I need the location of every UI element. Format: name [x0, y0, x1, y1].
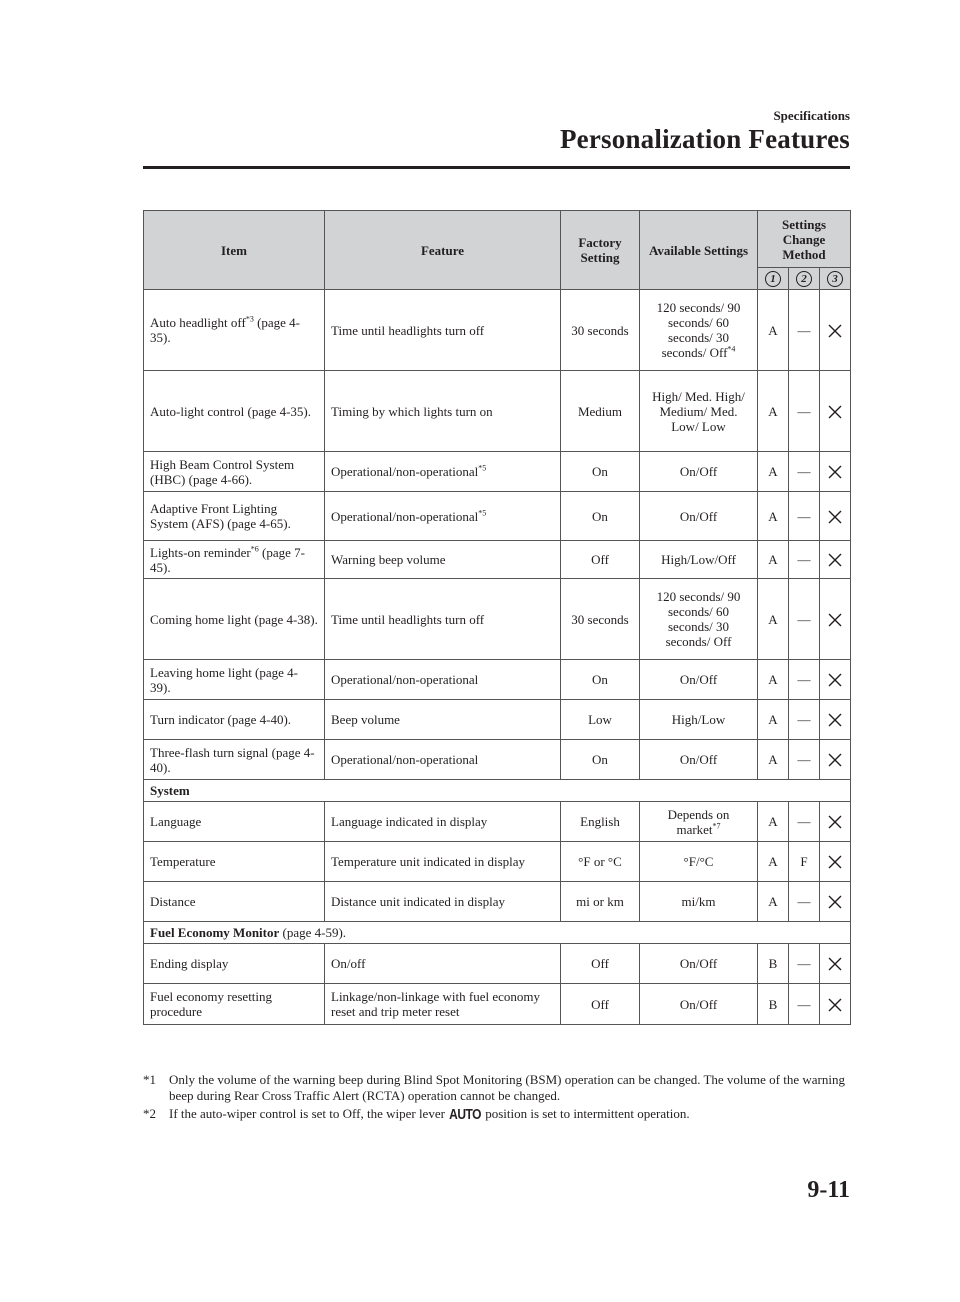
footnote-2-text-after: position is set to intermittent operation.	[481, 1106, 690, 1121]
fuel-economy-section-row: Fuel Economy Monitor (page 4-59).	[144, 922, 851, 944]
table-row	[144, 740, 851, 780]
method-3-value	[820, 579, 851, 660]
table-row	[144, 660, 851, 700]
footnote-2-number: *2	[143, 1106, 156, 1121]
item-cell: Leaving home light (page 4-39).	[144, 660, 325, 700]
page-title: Personalization Features	[559, 124, 850, 154]
feature-cell: Distance unit indicated in display	[325, 882, 561, 922]
x-mark-icon	[827, 853, 843, 868]
item-cell: Three-flash turn signal (page 4-40).	[144, 740, 325, 780]
method-2-value: —	[789, 541, 820, 579]
x-mark-icon	[827, 711, 843, 726]
feature-cell: Beep volume	[325, 700, 561, 740]
available-settings-cell: On/Off	[640, 740, 758, 780]
method-3-value	[820, 944, 851, 984]
method-2-value: —	[789, 290, 820, 371]
factory-setting-cell: On	[561, 660, 640, 700]
method-1-value: A	[758, 371, 789, 452]
method-3-header: 3	[820, 268, 851, 290]
method-1-value: A	[758, 700, 789, 740]
method-1-header: 1	[758, 268, 789, 290]
feature-cell: Timing by which lights turn on	[325, 371, 561, 452]
method-1-value: B	[758, 944, 789, 984]
method-1-value: A	[758, 290, 789, 371]
feature-cell: Operational/non-operational	[325, 740, 561, 780]
auto-position-icon: AUTO	[449, 1105, 481, 1123]
method-1-value: A	[758, 541, 789, 579]
method-1-value: A	[758, 740, 789, 780]
item-cell: Language	[144, 802, 325, 842]
feature-cell: Time until headlights turn off	[325, 290, 561, 371]
table-row	[144, 984, 851, 1025]
factory-setting-cell: 30 seconds	[561, 290, 640, 371]
available-settings-cell: Depends on market$^{*7}$	[640, 802, 758, 842]
x-mark-icon	[827, 463, 843, 478]
factory-setting-cell: 30 seconds	[561, 579, 640, 660]
method-3-value	[820, 802, 851, 842]
method-3-value	[820, 371, 851, 452]
factory-setting-cell: °F or °C	[561, 842, 640, 882]
method-3-value	[820, 740, 851, 780]
available-settings-cell: On/Off	[640, 660, 758, 700]
item-cell: Temperature	[144, 842, 325, 882]
method-1-value: B	[758, 984, 789, 1025]
x-mark-icon	[827, 893, 843, 908]
x-mark-icon	[827, 610, 843, 625]
factory-setting-cell: Medium	[561, 371, 640, 452]
method-3-value	[820, 290, 851, 371]
method-2-value: —	[789, 660, 820, 700]
method-1-value: A	[758, 802, 789, 842]
method-1-value: A	[758, 452, 789, 492]
table-row	[144, 579, 851, 660]
method-2-value: —	[789, 492, 820, 541]
col-item-header: Item	[144, 211, 325, 290]
table-row	[144, 290, 851, 371]
method-2-value: —	[789, 371, 820, 452]
x-mark-icon	[827, 751, 843, 766]
feature-cell: Warning beep volume	[325, 541, 561, 579]
item-cell: Fuel economy resetting procedure	[144, 984, 325, 1025]
available-settings-cell: 120 seconds/ 90 seconds/ 60 seconds/ 30 seconds/ Off	[640, 579, 758, 660]
method-1-value: A	[758, 660, 789, 700]
item-cell: High Beam Control System (HBC) (page 4-66).	[144, 452, 325, 492]
item-cell: Lights-on reminder$^{*6}$ (page 7-45).	[144, 541, 325, 579]
footnote-1	[143, 1072, 853, 1104]
x-mark-icon	[827, 813, 843, 828]
feature-cell: Language indicated in display	[325, 802, 561, 842]
method-1-value: A	[758, 579, 789, 660]
personalization-table	[143, 210, 851, 1025]
x-mark-icon	[827, 321, 843, 336]
method-3-value	[820, 452, 851, 492]
footnote-2	[143, 1106, 853, 1122]
method-1-value: A	[758, 842, 789, 882]
method-2-value: —	[789, 984, 820, 1025]
table-row	[144, 541, 851, 579]
x-mark-icon	[827, 507, 843, 522]
method-2-value: —	[789, 802, 820, 842]
feature-cell: Temperature unit indicated in display	[325, 842, 561, 882]
feature-cell: Time until headlights turn off	[325, 579, 561, 660]
available-settings-cell: High/ Med. High/ Medium/ Med. Low/ Low	[640, 371, 758, 452]
footnote-1-text: Only the volume of the warning beep during Blind Spot Monitoring (BSM) operation can be changed. The volume of the warning beep during Rear Cross Traffic Alert (RCTA) operation cannot be changed.	[169, 1072, 845, 1103]
table-row	[144, 802, 851, 842]
item-cell: Coming home light (page 4-38).	[144, 579, 325, 660]
method-1-value: A	[758, 882, 789, 922]
table-row	[144, 700, 851, 740]
available-settings-cell: On/Off	[640, 492, 758, 541]
method-3-value	[820, 842, 851, 882]
table-row	[144, 371, 851, 452]
factory-setting-cell: mi or km	[561, 882, 640, 922]
method-2-value: —	[789, 944, 820, 984]
method-2-value: —	[789, 882, 820, 922]
factory-setting-cell: Low	[561, 700, 640, 740]
method-2-value: F	[789, 842, 820, 882]
footnote-2-text-before: If the auto-wiper control is set to Off, the wiper lever	[169, 1106, 449, 1121]
item-cell: Ending display	[144, 944, 325, 984]
table-row	[144, 492, 851, 541]
feature-cell: Operational/non-operational$^{*5}$	[325, 492, 561, 541]
footnote-1-number: *1	[143, 1072, 156, 1087]
feature-cell: On/off	[325, 944, 561, 984]
method-3-value	[820, 882, 851, 922]
factory-setting-cell: Off	[561, 541, 640, 579]
x-mark-icon	[827, 995, 843, 1010]
system-section-row: System	[144, 780, 851, 802]
available-settings-cell: High/Low	[640, 700, 758, 740]
table-row	[144, 944, 851, 984]
method-2-header: 2	[789, 268, 820, 290]
section-label: Specifications	[773, 108, 850, 123]
factory-setting-cell: On	[561, 492, 640, 541]
method-2-value: —	[789, 700, 820, 740]
x-mark-icon	[827, 955, 843, 970]
method-1-value: A	[758, 492, 789, 541]
available-settings-cell: On/Off	[640, 452, 758, 492]
page-number: 9-11	[807, 1177, 850, 1203]
col-feature-header: Feature	[325, 211, 561, 290]
method-3-value	[820, 541, 851, 579]
x-mark-icon	[827, 402, 843, 417]
available-settings-cell: High/Low/Off	[640, 541, 758, 579]
available-settings-cell: 120 seconds/ 90 seconds/ 60 seconds/ 30 seconds/ Off$^{*4}$	[640, 290, 758, 371]
factory-setting-cell: English	[561, 802, 640, 842]
item-cell: Auto headlight off$^{*3}$ (page 4-35).	[144, 290, 325, 371]
item-cell: Turn indicator (page 4-40).	[144, 700, 325, 740]
feature-cell: Operational/non-operational$^{*5}$	[325, 452, 561, 492]
factory-setting-cell: Off	[561, 984, 640, 1025]
method-2-value: —	[789, 579, 820, 660]
available-settings-cell: °F/°C	[640, 842, 758, 882]
col-factory-header: Factory Setting	[561, 211, 640, 290]
factory-setting-cell: Off	[561, 944, 640, 984]
x-mark-icon	[827, 671, 843, 686]
available-settings-cell: mi/km	[640, 882, 758, 922]
method-3-value	[820, 984, 851, 1025]
feature-cell: Operational/non-operational	[325, 660, 561, 700]
method-2-value: —	[789, 452, 820, 492]
method-2-value: —	[789, 740, 820, 780]
available-settings-cell: On/Off	[640, 984, 758, 1025]
header-rule	[143, 166, 850, 169]
col-available-header: Available Settings	[640, 211, 758, 290]
table-row	[144, 882, 851, 922]
item-cell: Distance	[144, 882, 325, 922]
x-mark-icon	[827, 551, 843, 566]
factory-setting-cell: On	[561, 740, 640, 780]
feature-cell: Linkage/non-linkage with fuel economy reset and trip meter reset	[325, 984, 561, 1025]
col-method-header: Settings Change Method	[758, 211, 851, 268]
method-3-value	[820, 660, 851, 700]
item-cell: Auto-light control (page 4-35).	[144, 371, 325, 452]
method-3-value	[820, 492, 851, 541]
table-row	[144, 452, 851, 492]
table-row	[144, 842, 851, 882]
method-3-value	[820, 700, 851, 740]
item-cell: Adaptive Front Lighting System (AFS) (page 4-65).	[144, 492, 325, 541]
available-settings-cell: On/Off	[640, 944, 758, 984]
factory-setting-cell: On	[561, 452, 640, 492]
